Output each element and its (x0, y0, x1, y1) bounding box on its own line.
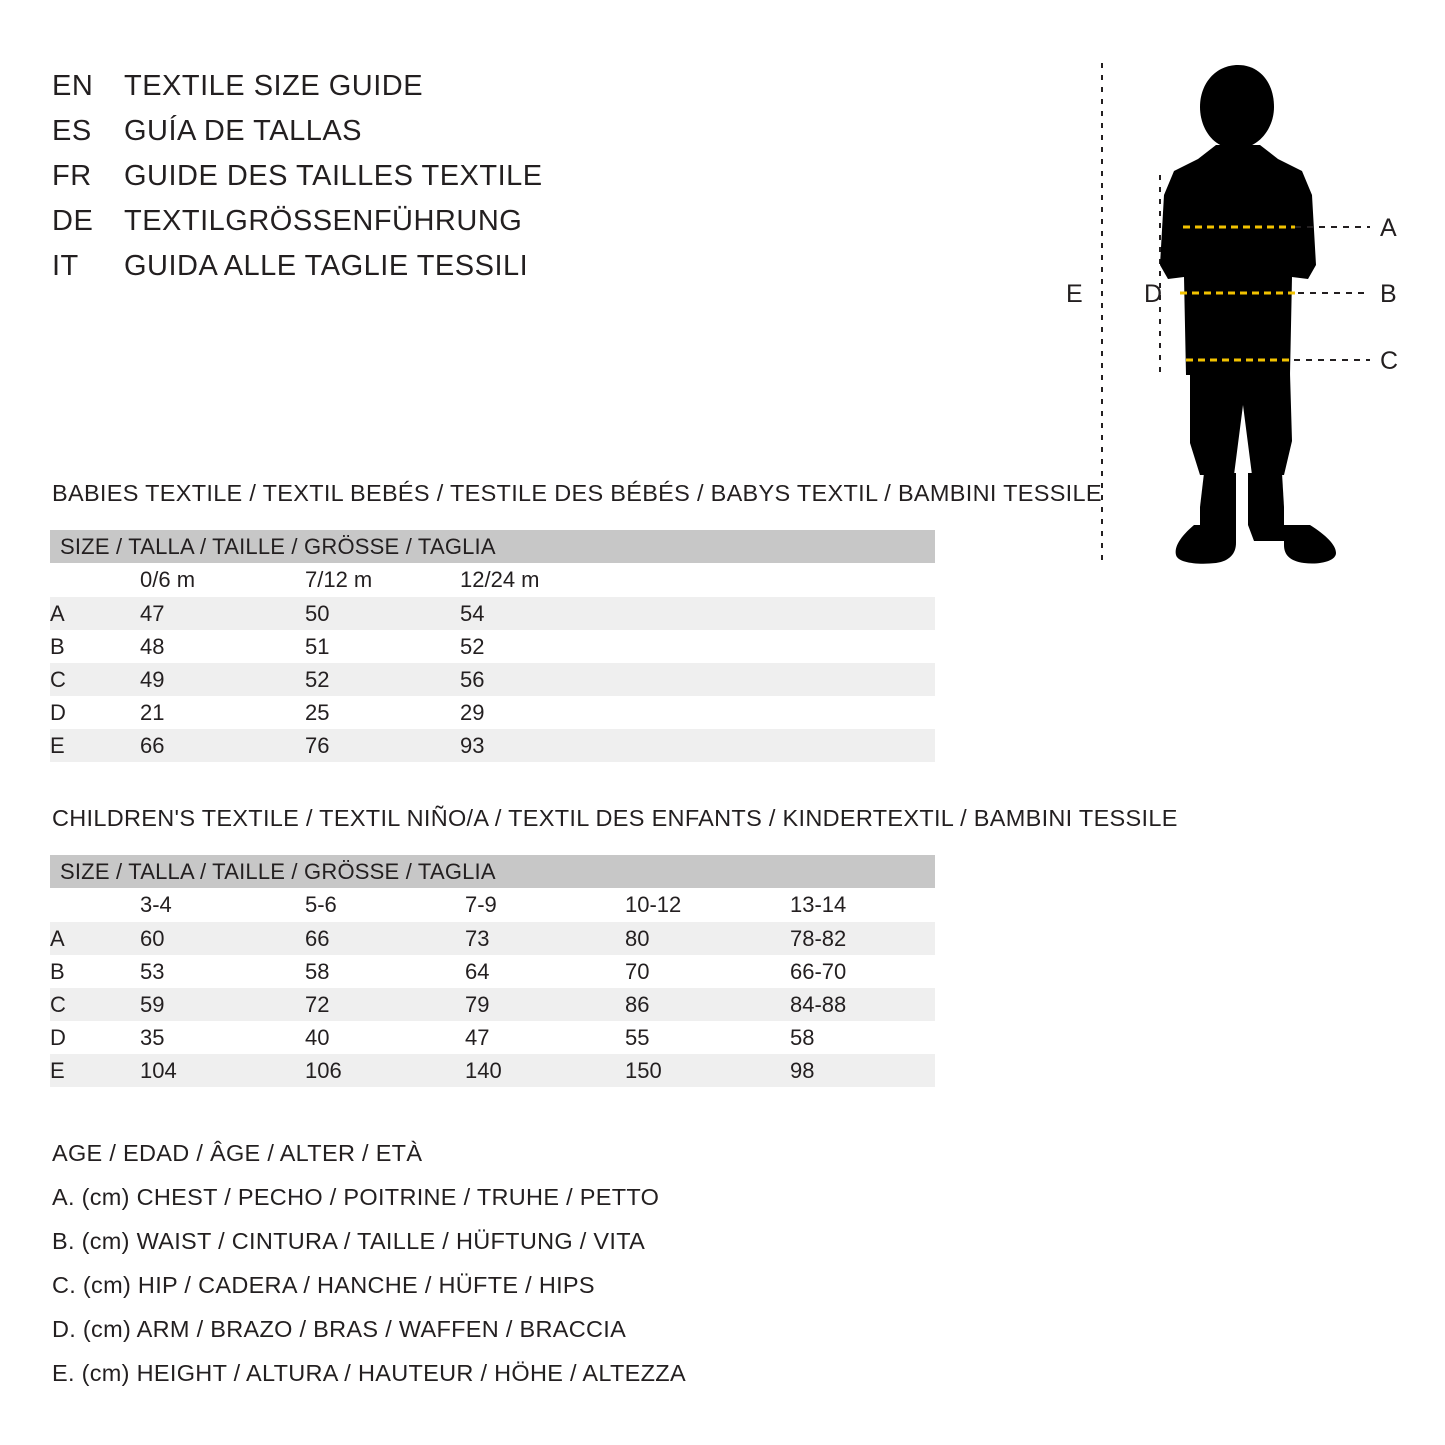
language-code: DE (52, 205, 94, 237)
row-value: 79 (465, 988, 625, 1021)
row-value: 64 (465, 955, 625, 988)
children-col-header: 13-14 (790, 888, 935, 922)
table-row (50, 1054, 935, 1087)
table-row (50, 696, 935, 729)
legend-item: E. (cm) HEIGHT / ALTURA / HAUTEUR / HÖHE / ALTEZZA (52, 1360, 686, 1386)
language-title: GUIDE DES TAILLES TEXTILE (124, 160, 543, 192)
language-code: FR (52, 160, 92, 192)
row-label: C (50, 988, 140, 1021)
row-value: 25 (305, 696, 460, 729)
row-value: 66-70 (790, 955, 935, 988)
language-title-block (52, 70, 752, 295)
row-value: 51 (305, 630, 460, 663)
row-value: 48 (140, 630, 305, 663)
table-row (50, 729, 935, 762)
row-label: B (50, 630, 140, 663)
row-label: C (50, 663, 140, 696)
row-label: D (50, 696, 140, 729)
row-value: 70 (625, 955, 790, 988)
row-value: 59 (140, 988, 305, 1021)
row-value: 56 (460, 663, 935, 696)
language-row (52, 250, 752, 295)
language-row (52, 205, 752, 250)
row-value: 73 (465, 922, 625, 955)
row-label: E (50, 729, 140, 762)
row-value: 49 (140, 663, 305, 696)
row-value: 86 (625, 988, 790, 1021)
legend-item: A. (cm) CHEST / PECHO / POITRINE / TRUHE / PETTO (52, 1184, 660, 1210)
children-col-blank (50, 888, 140, 922)
row-value: 104 (140, 1054, 305, 1087)
babies-col-blank (50, 563, 140, 597)
row-value: 80 (625, 922, 790, 955)
legend-item: AGE / EDAD / ÂGE / ALTER / ETÀ (52, 1140, 423, 1166)
children-size-table (50, 855, 935, 1087)
row-value: 35 (140, 1021, 305, 1054)
table-row (50, 630, 935, 663)
row-label: A (50, 922, 140, 955)
babies-col-header: 0/6 m (140, 563, 305, 597)
row-value: 40 (305, 1021, 465, 1054)
language-title: GUÍA DE TALLAS (124, 115, 363, 147)
table-row (50, 1021, 935, 1054)
language-row (52, 70, 752, 115)
children-col-header: 7-9 (465, 888, 625, 922)
table-row (50, 663, 935, 696)
legend-item: B. (cm) WAIST / CINTURA / TAILLE / HÜFTUNG / VITA (52, 1228, 646, 1254)
row-value: 84-88 (790, 988, 935, 1021)
row-value: 21 (140, 696, 305, 729)
table-row (50, 597, 935, 630)
row-value: 58 (790, 1021, 935, 1054)
language-title: GUIDA ALLE TAGLIE TESSILI (124, 250, 529, 282)
table-row (50, 988, 935, 1021)
legend-block (52, 1140, 852, 1404)
row-value: 98 (790, 1054, 935, 1087)
row-value: 50 (305, 597, 460, 630)
row-label: D (50, 1021, 140, 1054)
figure-label-e: E (1066, 280, 1083, 308)
babies-table-header: SIZE / TALLA / TAILLE / GRÖSSE / TAGLIA (50, 530, 935, 563)
language-row (52, 160, 752, 205)
children-table-header: SIZE / TALLA / TAILLE / GRÖSSE / TAGLIA (50, 855, 935, 888)
figure-label-a: A (1380, 214, 1397, 242)
row-value: 54 (460, 597, 935, 630)
table-row (50, 955, 935, 988)
children-col-header: 10-12 (625, 888, 790, 922)
children-section-title: CHILDREN'S TEXTILE / TEXTIL NIÑO/A / TEXTIL DES ENFANTS / KINDERTEXTIL / BAMBINI TESSILE (52, 805, 1178, 831)
babies-section-title: BABIES TEXTILE / TEXTIL BEBÉS / TESTILE DES BÉBÉS / BABYS TEXTIL / BAMBINI TESSILE (52, 480, 1102, 506)
babies-col-header: 7/12 m (305, 563, 460, 597)
children-col-header: 3-4 (140, 888, 305, 922)
row-value: 78-82 (790, 922, 935, 955)
row-value: 58 (305, 955, 465, 988)
children-col-header: 5-6 (305, 888, 465, 922)
language-code: EN (52, 70, 94, 102)
row-label: A (50, 597, 140, 630)
legend-item: D. (cm) ARM / BRAZO / BRAS / WAFFEN / BRACCIA (52, 1316, 627, 1342)
row-value: 29 (460, 696, 935, 729)
row-value: 140 (465, 1054, 625, 1087)
language-title: TEXTILGRÖSSENFÜHRUNG (124, 205, 523, 237)
row-value: 47 (465, 1021, 625, 1054)
row-value: 106 (305, 1054, 465, 1087)
babies-size-table (50, 530, 935, 762)
figure-label-b: B (1380, 280, 1397, 308)
row-value: 55 (625, 1021, 790, 1054)
row-value: 66 (305, 922, 465, 955)
figure-label-c: C (1380, 347, 1399, 375)
row-label: E (50, 1054, 140, 1087)
row-value: 150 (625, 1054, 790, 1087)
row-value: 76 (305, 729, 460, 762)
row-value: 47 (140, 597, 305, 630)
language-code: ES (52, 115, 92, 147)
legend-item: C. (cm) HIP / CADERA / HANCHE / HÜFTE / HIPS (52, 1272, 595, 1298)
row-value: 93 (460, 729, 935, 762)
figure-label-d: D (1144, 280, 1163, 308)
table-row (50, 922, 935, 955)
language-code: IT (52, 250, 79, 282)
babies-col-header: 12/24 m (460, 563, 935, 597)
row-value: 52 (305, 663, 460, 696)
row-value: 60 (140, 922, 305, 955)
row-value: 66 (140, 729, 305, 762)
row-value: 52 (460, 630, 935, 663)
language-row (52, 115, 752, 160)
language-title: TEXTILE SIZE GUIDE (124, 70, 424, 102)
row-value: 72 (305, 988, 465, 1021)
row-value: 53 (140, 955, 305, 988)
row-label: B (50, 955, 140, 988)
